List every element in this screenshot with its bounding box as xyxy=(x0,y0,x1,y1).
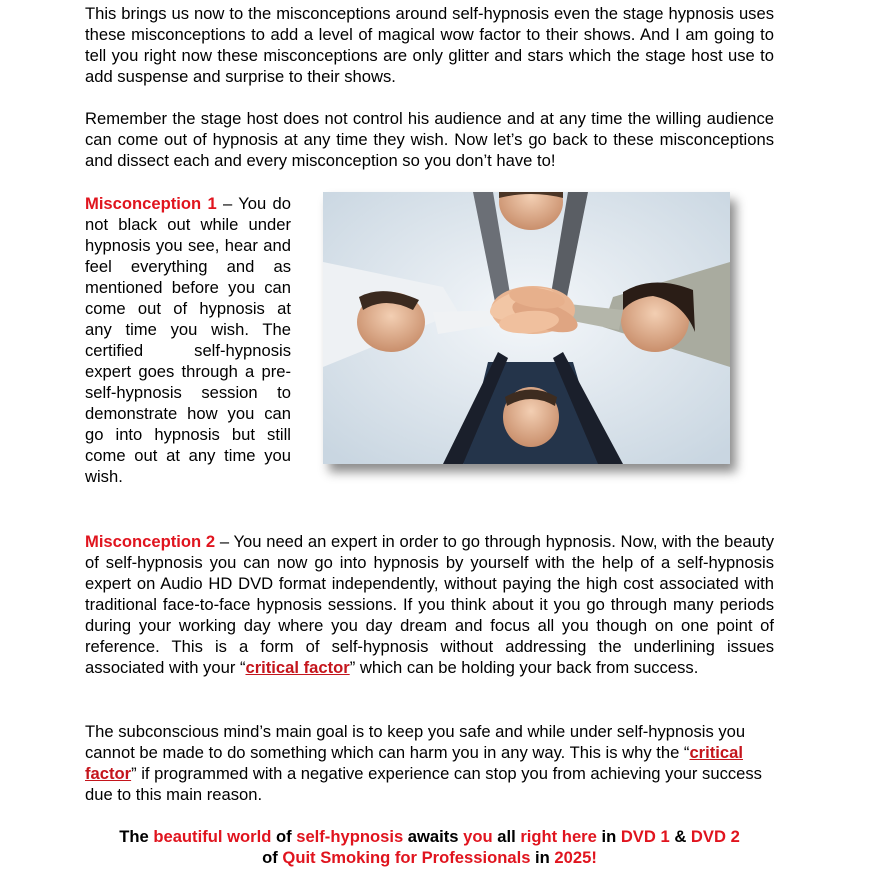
closing-w13: of xyxy=(262,848,283,867)
closing-dvd-2: DVD 2 xyxy=(690,827,740,846)
closing-year: 2025! xyxy=(554,848,597,867)
subconscious-paragraph xyxy=(85,721,774,805)
closing-w3: of xyxy=(271,827,297,846)
misconception-2-text-after: ” which can be holding your back from success. xyxy=(349,658,699,677)
closing-w15: in xyxy=(530,848,555,867)
team-hands-illustration xyxy=(323,192,730,464)
closing-product-name: Quit Smoking for Professionals xyxy=(282,848,531,867)
misconception-1-label: Misconception 1 xyxy=(85,194,217,213)
closing-w11: & xyxy=(669,827,691,846)
misconception-2-paragraph xyxy=(85,531,774,678)
closing-callout xyxy=(85,826,774,868)
critical-factor-link[interactable]: critical factor xyxy=(245,658,350,677)
subconscious-text-after: ” if programmed with a negative experience can stop you from achieving your success due to this main reason. xyxy=(85,764,762,804)
team-hands-photo xyxy=(323,192,730,464)
closing-w9: in xyxy=(596,827,621,846)
closing-beautiful-world: beautiful world xyxy=(153,827,272,846)
misconception-1-paragraph xyxy=(85,193,291,487)
closing-you: you xyxy=(463,827,493,846)
critical-factor-link-2[interactable]: critical factor xyxy=(85,743,743,783)
closing-self-hypnosis: self-hypnosis xyxy=(296,827,404,846)
intro-paragraph: This brings us now to the misconceptions around self-hypnosis even the stage hypnosis uses these misconceptions to add a level of magical wow factor to their shows. And I am going to tell you right now these misconceptions are only glitter and stars which the stage host use to add suspense and surprise to their shows. xyxy=(85,4,774,86)
closing-right-here: right here xyxy=(520,827,597,846)
closing-dvd-1: DVD 1 xyxy=(620,827,670,846)
misconception-2-label: Misconception 2 xyxy=(85,532,216,551)
misconception-1-text: – You do not black out while under hypnosis you see, hear and feel everything and as mentioned before you can come out of hypnosis at any time you wish. The certified self-hypnosis expert goes through a pre-self-hypnosis session to demonstrate how you can go into hypnosis but still come out at any time you wish. xyxy=(85,194,291,486)
closing-w5: awaits xyxy=(403,827,464,846)
misconception-2-text-before: – You need an expert in order to go through hypnosis. Now, with the beauty of self-hypnosis you can now go into hypnosis by yourself with the help of a self-hypnosis expert on Audio HD DVD format independently, without paying the high cost associated with traditional face-to-face hypnosis sessions. If you think about it you go through many periods during your working day where you day dream and focus all you though on one point of reference. This is a form of self-hypnosis without addressing the underlining issues associated with your “ xyxy=(85,532,774,677)
stage-host-paragraph: Remember the stage host does not control his audience and at any time the willing audience can come out of hypnosis at any time they wish. Now let’s go back to these misconceptions and dissect each and every misconception so you don’t have to! xyxy=(85,109,774,170)
subconscious-text-before: The subconscious mind’s main goal is to keep you safe and while under self-hypnosis you cannot be made to do something which can harm you in any way. This is why the “ xyxy=(85,722,746,762)
closing-w7: all xyxy=(492,827,521,846)
closing-w1: The xyxy=(119,827,154,846)
